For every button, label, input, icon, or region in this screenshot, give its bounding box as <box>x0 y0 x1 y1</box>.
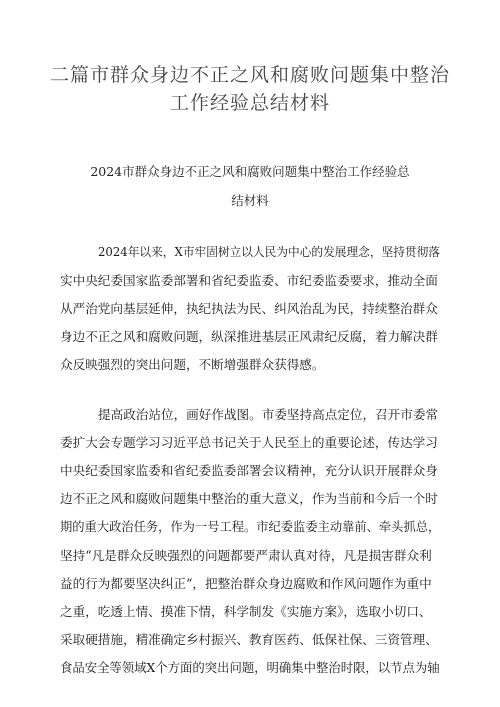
paragraph-2-line: 坚持“凡是群众反映强烈的问题都要严肃认真对待，凡是损害群众利 <box>60 548 432 563</box>
document-subtitle-line-2: 结材料 <box>231 193 269 208</box>
paragraph-1-line: 从严治党向基层延伸，执纪执法为民、纠风治乱为民，持续整治群众 <box>60 301 438 316</box>
paragraph-1-line: 2024年以来，X市牢固树立以人民为中心的发展理念，坚持贯彻落 <box>98 245 440 259</box>
paragraph-2-line: 边不正之风和腐败问题集中整治的重大意义，作为当前和今后一个时 <box>60 491 438 506</box>
paragraph-2-line: 益的行为都要坚决纠正“，把整治群众身边腐败和作风问题作为重中 <box>60 576 432 591</box>
document-title-line-1: 二篇市群众身边不正之风和腐败问题集中整治 <box>49 64 450 86</box>
paragraph-2-line: 期的重大政治任务，作为一号工程。市纪委监委主动靠前、牵头抓总， <box>60 520 440 534</box>
paragraph-2-line: 之重，吃透上情、摸准下情，科学制发《实施方案》，选取小切口、 <box>60 604 432 619</box>
paragraph-2-line: 委扩大会专题学习习近平总书记关于人民至上的重要论述，传达学习 <box>60 435 438 450</box>
paragraph-1-line: 众反映强烈的突出问题，不断增强群众获得感。 <box>60 357 325 372</box>
paragraph-2-line: 中央纪委国家监委和省纪委监委部署会议精神，充分认识开展群众身 <box>60 463 438 478</box>
paragraph-2-line: 采取硬措施，精准确定乡村振兴、教育医药、低保社保、三资管理、 <box>60 632 438 647</box>
paragraph-2-line: 提高政治站位，画好作战图。市委坚持高点定位，召开市委常 <box>98 407 439 422</box>
paragraph-2-line: 食品安全等领域X个方面的突出问题，明确集中整治时限，以节点为轴 <box>60 661 440 675</box>
document-subtitle-line-1: 2024市群众身边不正之风和腐败问题集中整治工作经验总 <box>90 164 410 179</box>
paragraph-1-line: 身边不正之风和腐败问题，纵深推进基层正风肃纪反腐，着力解决群 <box>60 329 438 344</box>
document-title-line-2: 工作经验总结材料 <box>169 92 330 114</box>
paragraph-1-line: 实中央纪委国家监委部署和省纪委监委、市纪委监委要求，推动全面 <box>60 273 438 288</box>
